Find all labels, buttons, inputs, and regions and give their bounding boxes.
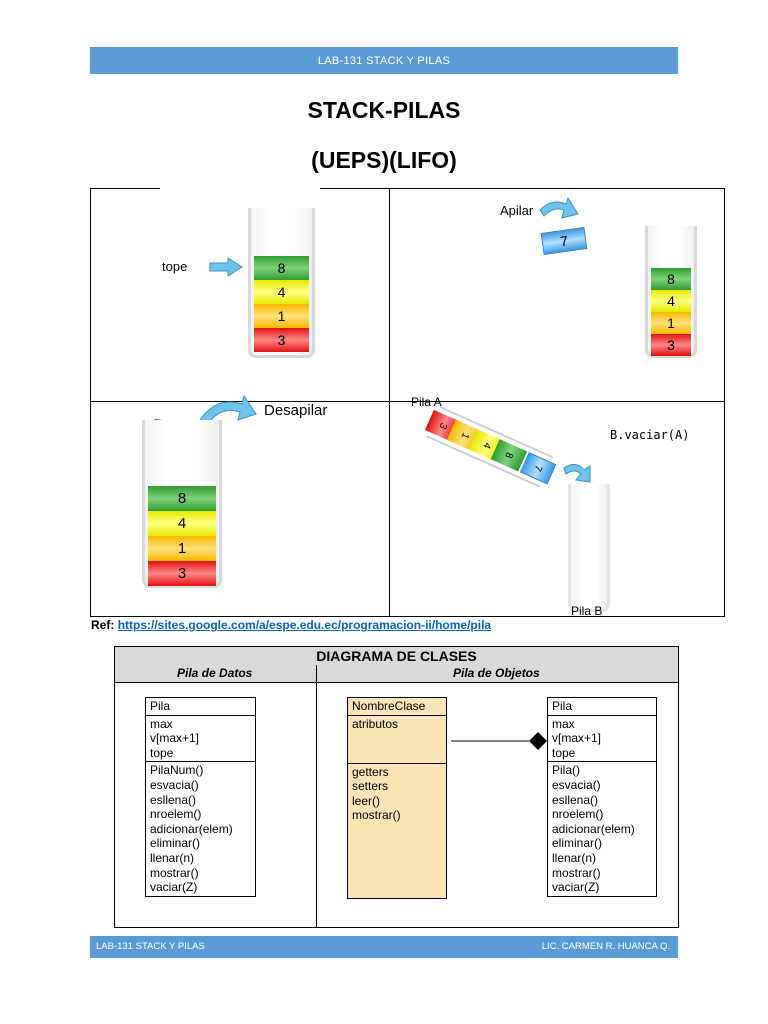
curved-arrow-icon — [562, 460, 594, 486]
uml-method: esllena() — [552, 792, 599, 807]
stack-block: 4 — [254, 280, 309, 304]
uml-method: leer() — [352, 793, 381, 808]
stack-block: 3 — [254, 328, 309, 352]
pila-b-label: Pila B — [571, 604, 603, 618]
uml-attribute: max — [552, 716, 575, 731]
composition-association — [451, 731, 549, 751]
tope-label: tope — [162, 259, 188, 274]
stack-block: 8 — [148, 486, 216, 511]
uml-method: esvacia() — [552, 777, 601, 792]
footer-left-text: LAB-131 STACK Y PILAS — [96, 941, 205, 952]
uml-attributes — [348, 716, 446, 764]
incoming-block: 7 — [541, 227, 588, 255]
uml-method: mostrar() — [352, 808, 401, 823]
uml-method: vaciar(Z) — [150, 880, 198, 895]
pila-datos-heading: Pila de Datos — [177, 666, 253, 680]
header-text: LAB-131 STACK Y PILAS — [317, 54, 451, 67]
panel-desapilar — [90, 402, 389, 617]
page-title: STACK-PILAS — [307, 97, 461, 123]
class-diagram — [114, 646, 679, 928]
stack-block: 1 — [447, 420, 483, 452]
empty-stack-b — [568, 484, 610, 612]
uml-method: PilaNum() — [150, 763, 204, 778]
class-diagram-divider — [316, 665, 317, 928]
footer-right-text: LIC. CARMEN R. HUANCA Q. — [541, 941, 670, 952]
uml-method: adicionar(elem) — [150, 821, 233, 836]
stack-tube — [248, 208, 315, 358]
uml-attribute: max — [150, 716, 173, 731]
uml-method: esllena() — [150, 792, 197, 807]
panel-tope — [90, 188, 389, 401]
stack-block: 3 — [148, 561, 216, 586]
stack-block: 8 — [254, 256, 309, 280]
stack-tube-desapilar — [142, 420, 222, 588]
stack-illustration-grid — [90, 188, 725, 617]
diamond-icon — [529, 732, 547, 750]
header-bar — [90, 47, 678, 74]
uml-method: mostrar() — [552, 865, 601, 880]
stack-block: 4 — [651, 290, 691, 312]
uml-attribute: v[max+1] — [150, 731, 200, 746]
panel-apilar — [390, 188, 725, 401]
uml-attributes — [146, 716, 255, 763]
panel-vaciar — [390, 395, 725, 618]
curved-arrow-icon — [538, 194, 580, 224]
vaciar-call-label: B.vaciar(A) — [610, 428, 690, 442]
uml-method: nroelem() — [150, 807, 202, 822]
uml-method: eliminar() — [150, 836, 201, 851]
uml-class-name: NombreClase — [348, 698, 446, 716]
uml-method: getters — [352, 764, 389, 779]
uml-attributes — [548, 716, 656, 763]
uml-attribute: atributos — [352, 716, 399, 731]
uml-class-name: Pila — [548, 698, 656, 716]
desapilar-label: Desapilar — [264, 402, 328, 419]
stack-block: 4 — [148, 511, 216, 536]
footer-bar — [90, 936, 678, 958]
stack-block: 7 — [520, 452, 556, 484]
stack-tube-apilar — [645, 226, 697, 358]
class-diagram-header — [115, 647, 678, 683]
pila-objetos-heading: Pila de Objetos — [453, 666, 540, 680]
uml-class-name: Pila — [146, 698, 255, 716]
uml-method: nroelem() — [552, 807, 604, 822]
uml-class-pila-objetos — [547, 697, 657, 897]
uml-attribute: v[max+1] — [552, 731, 602, 746]
stack-block: 1 — [254, 304, 309, 328]
reference-link[interactable]: https://sites.google.com/a/espe.edu.ec/programacion-ii/home/pila — [117, 618, 492, 632]
stack-block: 3 — [425, 410, 461, 442]
stack-block: 1 — [148, 536, 216, 561]
stack-block: 8 — [651, 268, 691, 290]
stack-block: 3 — [651, 334, 691, 356]
tilted-stack-a — [426, 406, 553, 487]
stack-block: 1 — [651, 312, 691, 334]
uml-methods — [146, 762, 255, 895]
uml-method: Pila() — [552, 763, 581, 778]
apilar-label: Apilar — [500, 203, 534, 218]
reference-line — [91, 618, 491, 632]
uml-attribute: tope — [552, 745, 576, 760]
class-diagram-title: DIAGRAMA DE CLASES — [316, 648, 477, 664]
arrow-right-icon — [208, 257, 244, 277]
uml-class-nombreclase — [347, 697, 447, 899]
stack-block: 8 — [491, 439, 527, 471]
reference-label: Ref: — [91, 618, 115, 632]
uml-method: esvacia() — [150, 777, 199, 792]
uml-method: adicionar(elem) — [552, 821, 635, 836]
uml-method: setters — [352, 779, 389, 794]
uml-method: llenar(n) — [150, 850, 195, 865]
stack-block: 4 — [469, 429, 505, 461]
pila-a-label: Pila A — [411, 395, 442, 409]
uml-attribute: tope — [150, 745, 174, 760]
uml-methods — [548, 762, 656, 895]
uml-method: vaciar(Z) — [552, 880, 600, 895]
uml-methods — [348, 764, 446, 824]
page-subtitle: (UEPS)(LIFO) — [311, 147, 457, 173]
uml-method: llenar(n) — [552, 850, 597, 865]
uml-class-pila-datos — [145, 697, 256, 897]
uml-method: mostrar() — [150, 865, 199, 880]
uml-method: eliminar() — [552, 836, 603, 851]
